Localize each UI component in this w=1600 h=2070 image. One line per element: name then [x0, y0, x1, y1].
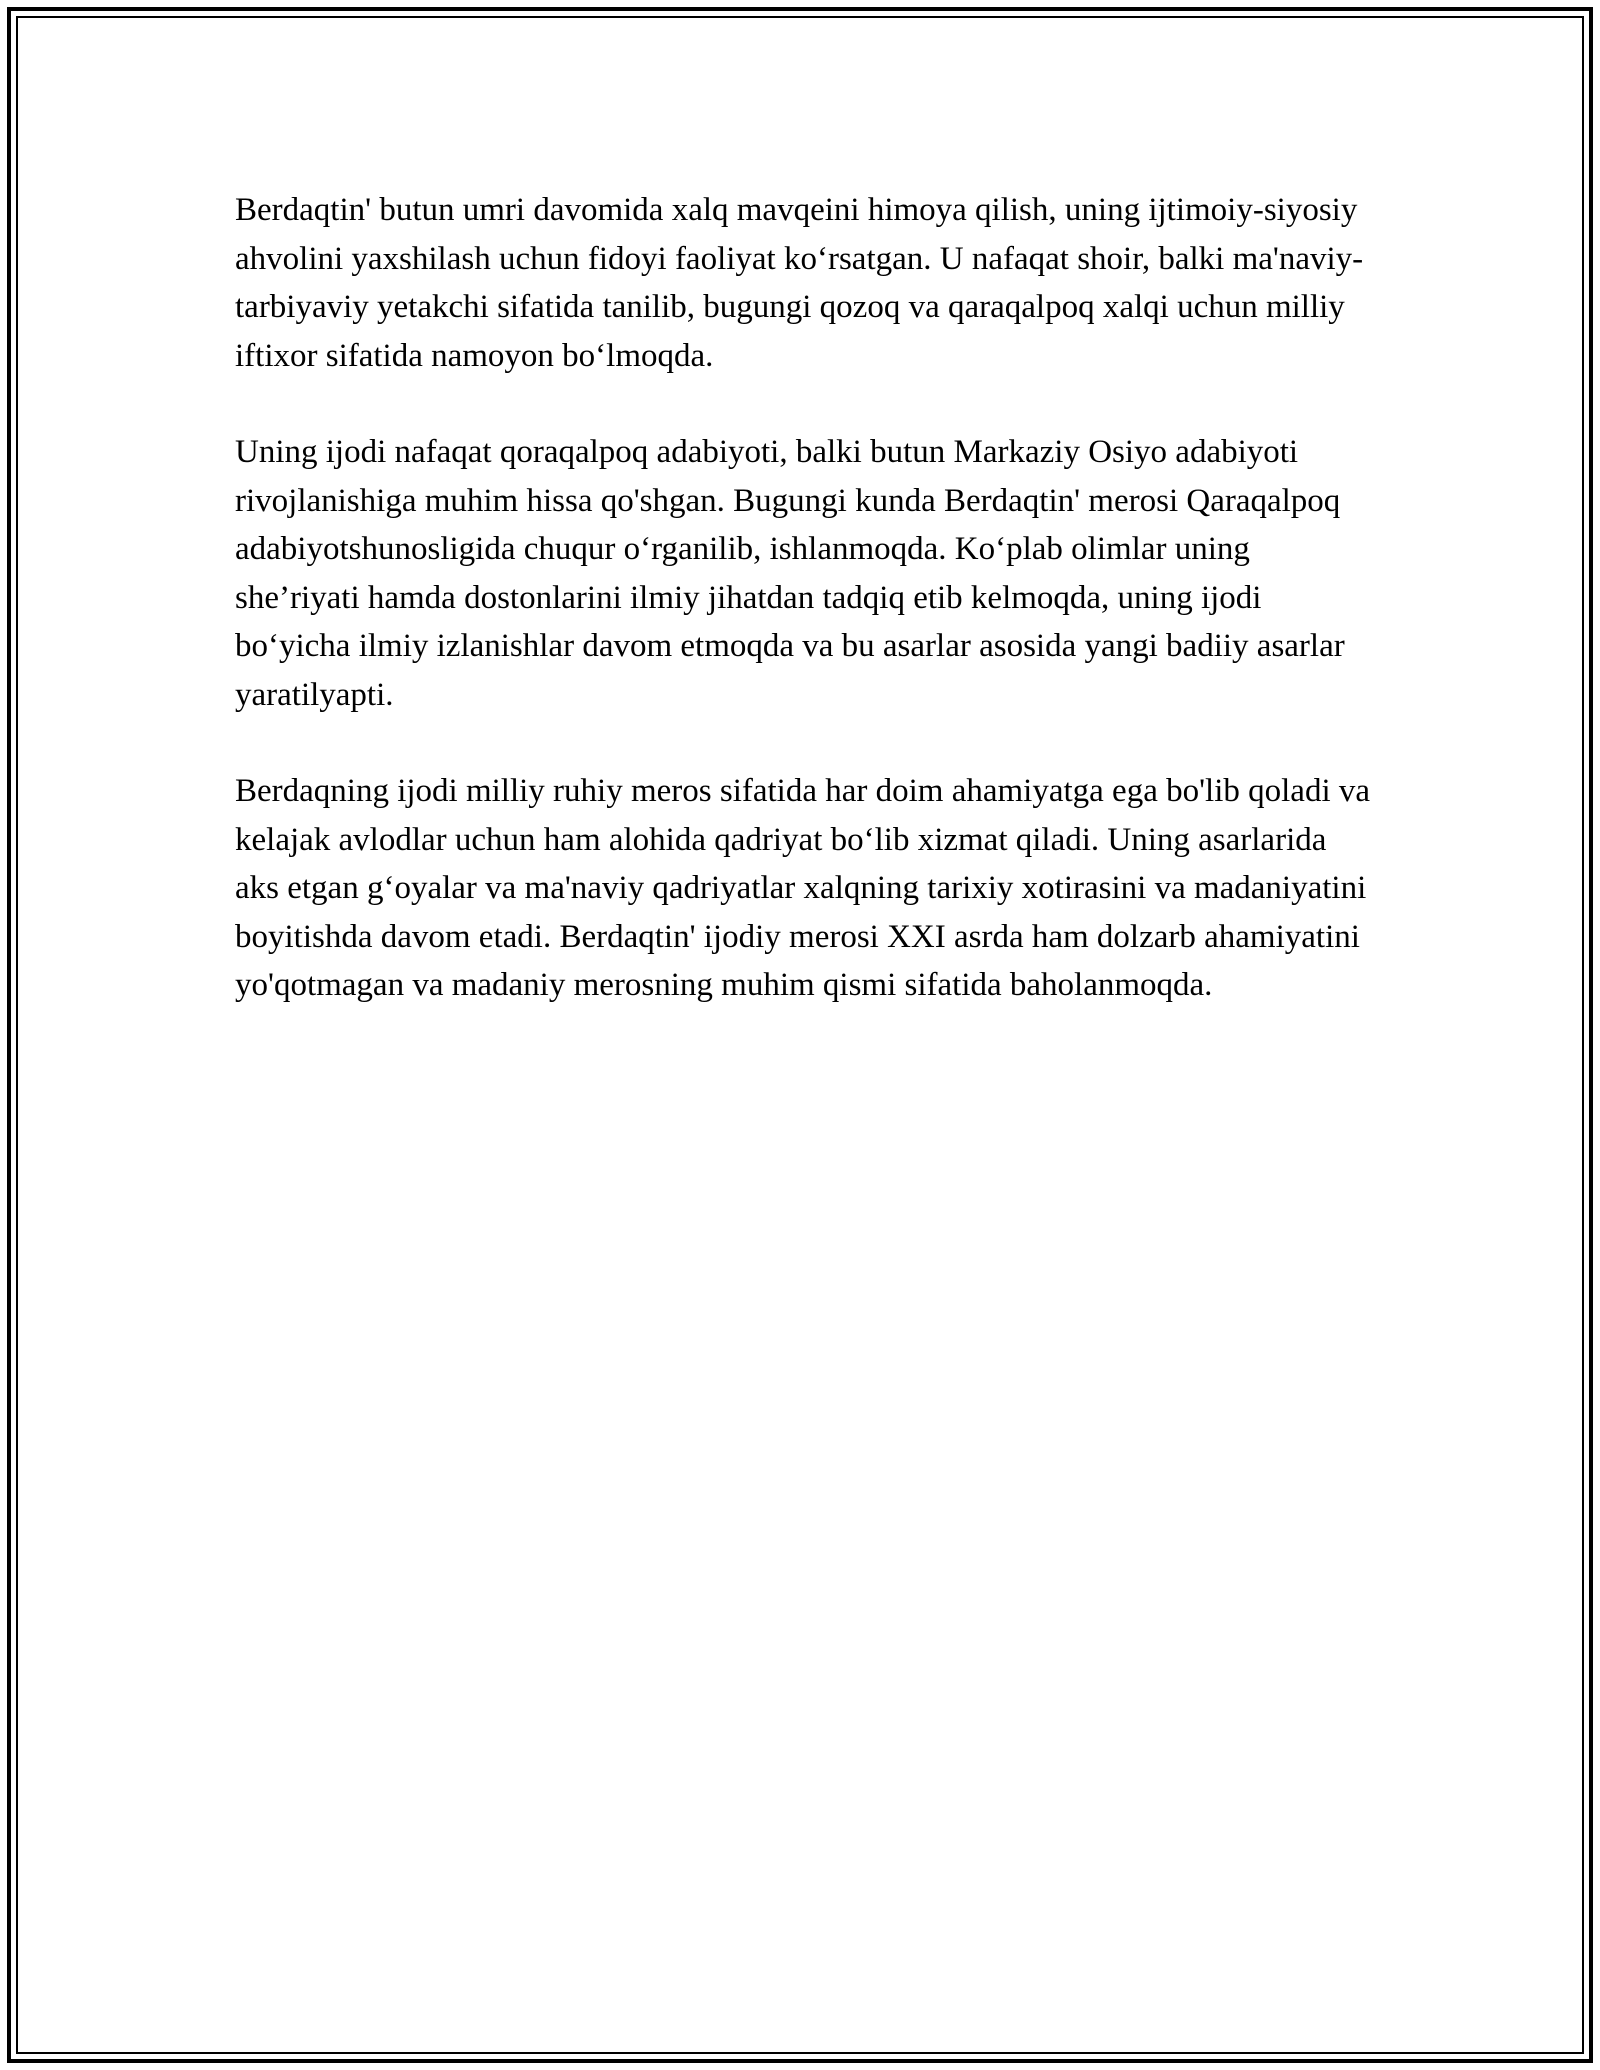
paragraph-1: Berdaqtin' butun umri davomida xalq mavqeini himoya qilish, uning ijtimoiy-siyosiy ahvolini yaxshilash uchun fidoyi faoliyat ko‘rsatgan. U nafaqat shoir, balki ma'naviy-tarbiyaviy yetakchi sifatida tanilib, bugungi qozoq va qaraqalpoq xalqi uchun milliy iftixor sifatida namoyon bo‘lmoqda. — [235, 192, 1364, 374]
paragraph-2: Uning ijodi nafaqat qoraqalpoq adabiyoti, balki butun Markaziy Osiyo adabiyoti rivojlanishiga muhim hissa qo'shgan. Bugungi kunda Berdaqtin' merosi Qaraqalpoq adabiyotshunosligida chuqur o‘rganilib, ishlanmoqda. Ko‘plab olimlar uning she’riyati hamda dostonlarini ilmiy jihatdan tadqiq etib kelmoqda, uning ijodi bo‘yicha ilmiy izlanishlar davom etmoqda va bu asarlar asosida yangi badiiy asarlar yaratilyapti. — [235, 434, 1345, 713]
paragraph-3: Berdaqning ijodi milliy ruhiy meros sifatida har doim ahamiyatga ega bo'lib qoladi va kelajak avlodlar uchun ham alohida qadriyat bo‘lib xizmat qiladi. Uning asarlarida aks etgan g‘oyalar va ma'naviy qadriyatlar xalqning tarixiy xotirasini va madaniyatini boyitishda davom etadi. Berdaqtin' ijodiy merosi XXI asrda ham dolzarb ahamiyatini yo'qotmagan va madaniy merosning muhim qismi sifatida baholanmoqda. — [235, 773, 1371, 1003]
document-body — [235, 186, 1375, 1058]
